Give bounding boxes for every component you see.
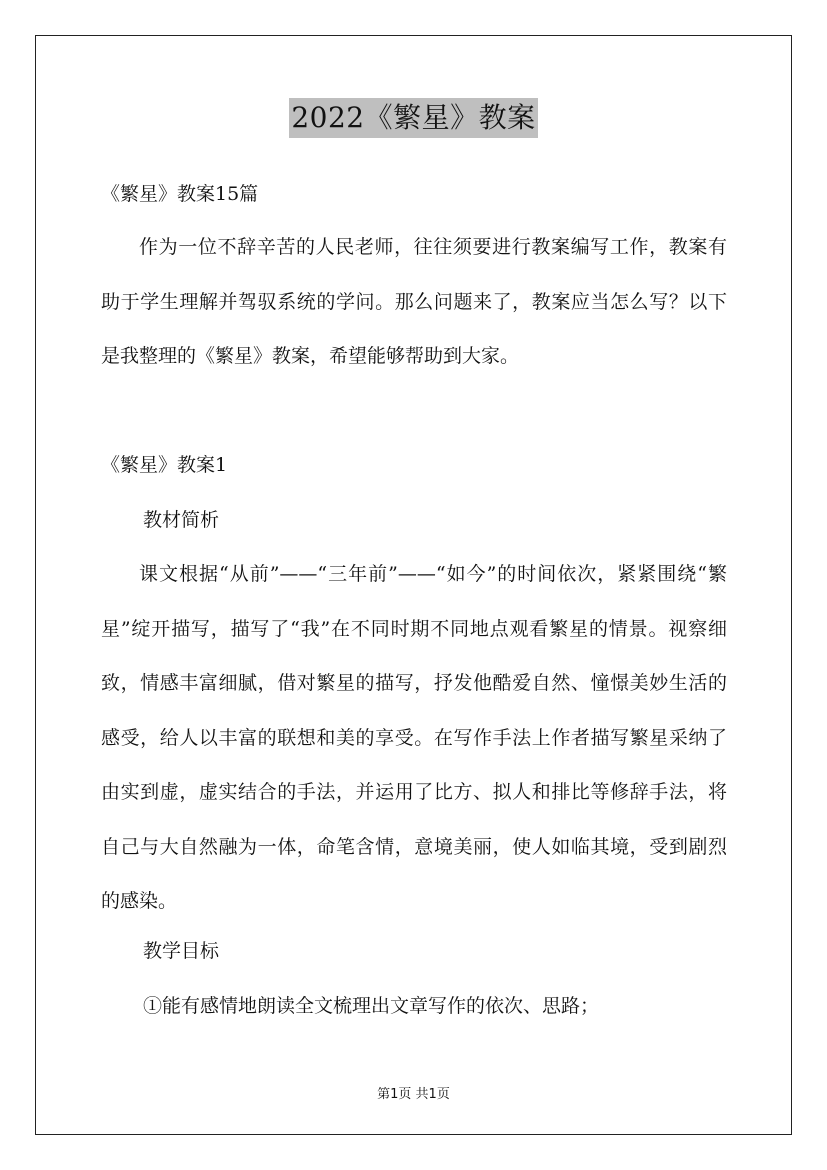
document-title: 2022《繁星》教案 [289,98,537,138]
teaching-goal-1: ①能有感情地朗读全文梳理出文章写作的依次、思路； [143,995,600,1017]
subheading-teaching-goals: 教学目标 [143,940,220,962]
intro-paragraph: 作为一位不辞辛苦的人民老师，往往须要进行教案编写工作，教案有助于学生理解并驾驭系统的学问。那么问题来了，教案应当怎么写？以下是我整理的《繁星》教案，希望能够帮助到大家。 [101,236,727,367]
subheading-material-analysis: 教材简析 [143,509,220,531]
section-heading: 《繁星》教案1 [101,454,228,476]
document-subtitle: 《繁星》教案15篇 [101,183,259,205]
page-footer: 第1页 共1页 [377,1087,450,1102]
title-wrapper [0,98,827,138]
analysis-paragraph: 课文根据“从前”——“三年前”——“如今”的时间依次，紧紧围绕“繁星”绽开描写，描写了“我”在不同时期不同地点观看繁星的情景。视察细致，情感丰富细腻，借对繁星的描写，抒发他酷爱自然、憧憬美妙生活的感受，给人以丰富的联想和美的享受。在写作手法上作者描写繁星采纳了由实到虚，虚实结合的手法，并运用了比方、拟人和排比等修辞手法，将自己与大自然融为一体，命笔含情，意境美丽，使人如临其境，受到剧烈的感染。 [101,563,727,912]
